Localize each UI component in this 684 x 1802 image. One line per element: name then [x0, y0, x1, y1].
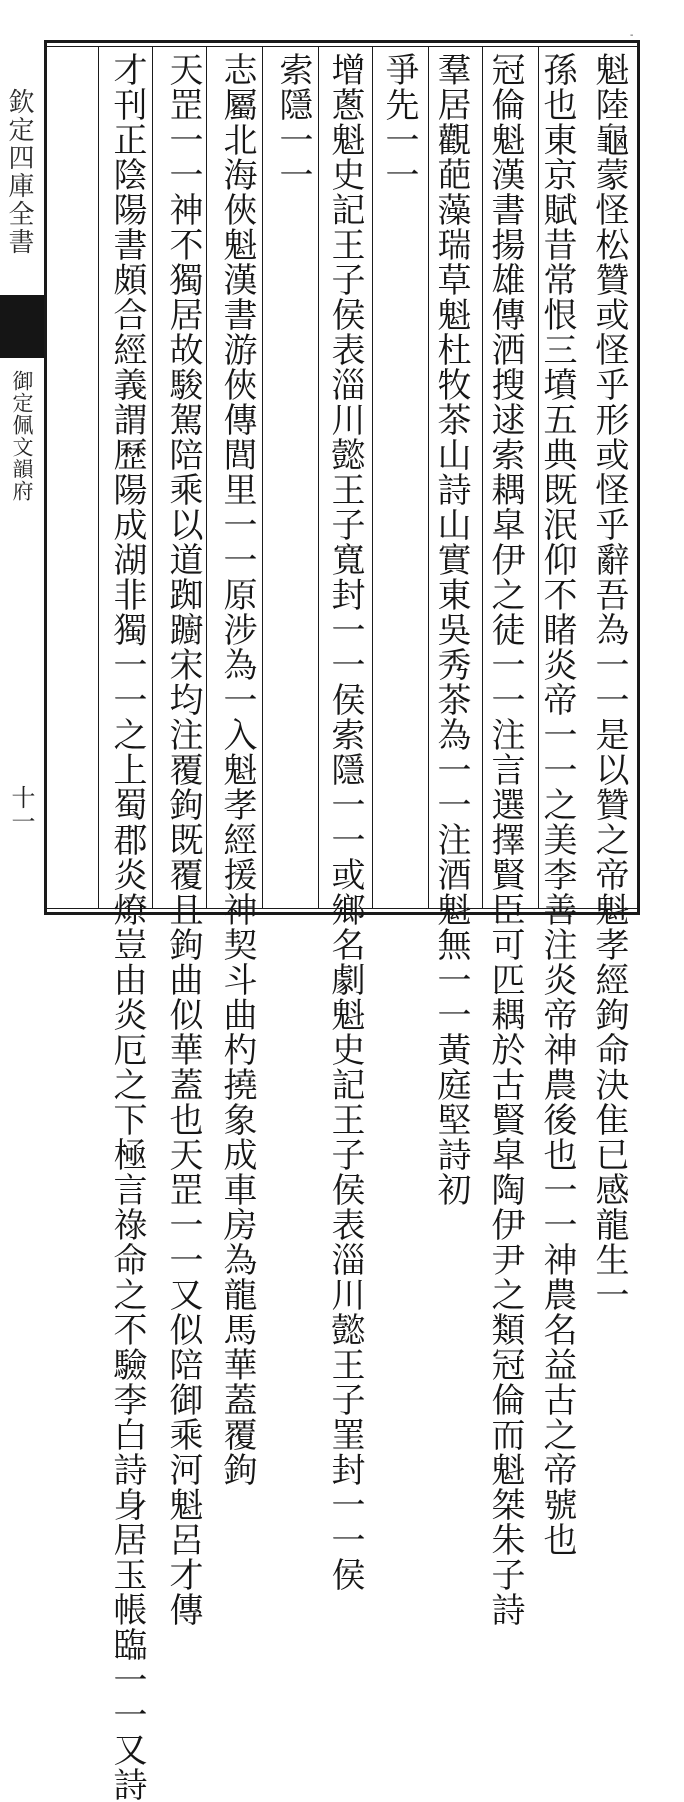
text-column-9: 天罡一一神不獨居故駿駕陪乘以道踟躕宋均注覆鉤既覆且鉤曲似華蓋也天罡一一又似陪御乘河魁呂才傳	[163, 52, 203, 1627]
column-rule	[318, 46, 319, 908]
text-column-7: 索隱一一	[273, 52, 313, 192]
text-column-3: 冠倫魁漢書揚雄傳洒搜逑索耦皐伊之徒一一注言選擇賢臣可匹耦於古賢皐陶伊尹之類冠倫而魁桀朱子詩	[485, 52, 525, 1627]
column-rule	[372, 46, 373, 908]
column-rule	[152, 46, 153, 908]
column-rule	[206, 46, 207, 908]
column-rule	[98, 46, 99, 908]
text-column-4: 羣居觀葩藻瑞草魁杜牧茶山詩山實東吳秀茶為一一注酒魁無一一黃庭堅詩初	[431, 52, 471, 1207]
book-title: 御定佩文韻府	[10, 370, 34, 502]
text-column-6: 增蔥魁史記王子侯表淄川懿王子寬封一一侯索隱一一或鄉名劇魁史記王子侯表淄川懿王子罣封一一侯	[325, 52, 365, 1592]
spine-title: 欽定四庫全書	[4, 88, 34, 256]
text-column-2: 孫也東京賦昔常恨三墳五典既泯仰不睹炎帝一一之美李善注炎帝神農後也一一神農名益古之帝號也	[537, 52, 577, 1557]
text-column-1: 魁陸龜蒙怪松贊或怪乎形或怪乎辭吾為一一是以贊之帝魁孝經鉤命決隹已感龍生一	[589, 52, 629, 1312]
column-rule	[262, 46, 263, 908]
page-number: 十一	[7, 785, 35, 833]
fishtail-block	[0, 295, 44, 357]
corner-mark: -	[630, 30, 634, 41]
text-column-8: 志屬北海俠魁漢書游俠傳閭里一一原涉為一入魁孝經援神契斗曲杓撓象成車房為龍馬華蓋覆鉤	[217, 52, 257, 1487]
book-spine	[0, 40, 44, 915]
fishtail-notch	[0, 357, 44, 370]
frame-top-rule	[44, 46, 640, 47]
text-column-5: 爭先一一	[379, 52, 419, 192]
text-column-10: 才刊正陰陽書頗合經義謂歷陽成湖非獨一一之上蜀郡炎燎豈由炎厄之下極言祿命之不驗李白詩身居玉帳臨一一又詩	[107, 52, 147, 1802]
